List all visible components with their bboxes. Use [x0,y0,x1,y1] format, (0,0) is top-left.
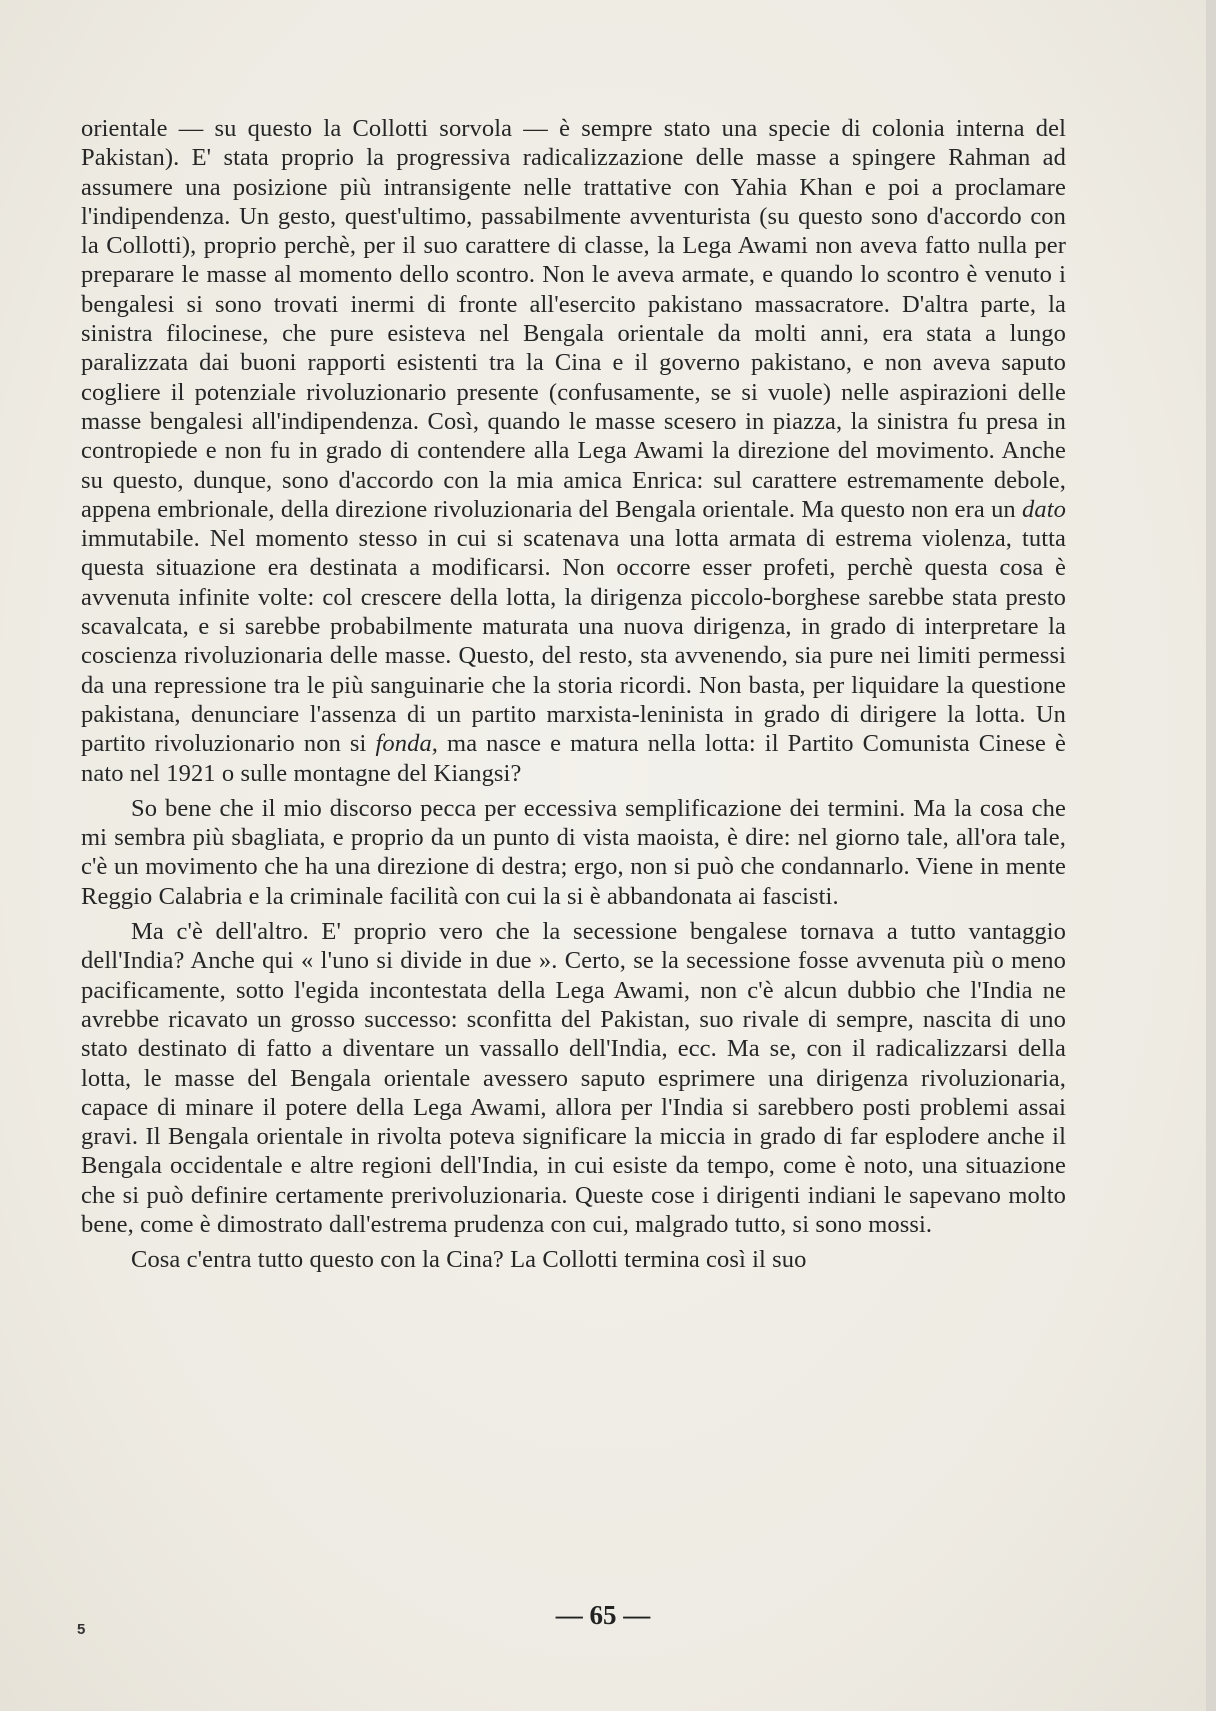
text-run: Ma c'è dell'altro. E' proprio vero che la secessione bengalese tornava a tutto vantaggio dell'India? Anche qui « l'uno si divide in due ». Certo, se la secessione fosse avvenuta più o meno pacificamente, sotto l'egida incontestata della Lega Awami, non c'è alcun dubbio che l'India ne avrebbe ricavato un grosso successo: sconfitta del Pakistan, suo rivale di sempre, nascita di uno stato destinato di fatto a diventare un vassallo dell'India, ecc. Ma se, con il radicalizzarsi della lotta, le masse del Bengala orientale avessero saputo esprimere una dirigenza rivoluzionaria, capace di minare il potere della Lega Awami, allora per l'India si sarebbero posti problemi assai gravi. Il Bengala orientale in rivolta poteva significare la miccia in grado di far esplodere anche il Bengala occidentale e altre regioni dell'India, in cui esiste da tempo, come è noto, una situazione che si può definire certamente prerivoluzionaria. Queste cose i dirigenti indiani le sapevano molto bene, come è dimostrato dall'estrema prudenza con cui, malgrado tutto, si sono mossi. [81,918,1066,1238]
page-number: — 65 — [555,1600,651,1630]
italic-text: fonda, [375,730,439,758]
text-run: ma nasce e matura nella lotta: il Partito Comunista Cinese è nato nel 1921 o sulle montagne del Kiangsi? [81,730,1067,787]
paragraph [81,794,1066,911]
paragraph [81,114,1066,788]
italic-text: dato [1022,495,1066,523]
text-run: immutabile. Nel momento stesso in cui si scatenava una lotta armata di estrema violenza, tutta questa situazione era destinata a modificarsi. Non occorre esser profeti, perchè questa cosa è avvenuta infinite volte: col crescere della lotta, la dirigenza piccolo-borghese sarebbe stata presto scavalcata, e si sarebbe probabilmente maturata una nuova dirigenza, in grado di interpretare la coscienza rivoluzionaria delle masse. Questo, del resto, sta avvenendo, sia pure nei limiti permessi da una repressione tra le più sanguinarie che la storia ricordi. Non basta, per liquidare la questione pakistana, denunciare l'assenza di un partito marxista-leninista in grado di dirigere la lotta. Un partito rivoluzionario non si [81,525,1066,758]
paragraph [81,917,1066,1239]
signature-mark: 5 [77,1621,86,1638]
text-run: So bene che il mio discorso pecca per eccessiva semplificazione dei termini. Ma la cosa che mi sembra più sbagliata, e proprio da un punto di vista maoista, è dire: nel giorno tale, all'ora tale, c'è un movimento che ha una direzione di destra; ergo, non si può che condannarlo. Viene in mente Reggio Calabria e la criminale facilità con cui la si è abbandonata ai fascisti. [81,794,1066,910]
text-run: orientale — su questo la Collotti sorvola — è sempre stato una specie di colonia interna del Pakistan). E' stata proprio la progressiva radicalizzazione delle masse a spingere Rahman ad assumere una posizione più intransigente nelle trattative con Yahia Khan e poi a proclamare l'indipendenza. Un gesto, quest'ultimo, passabilmente avventurista (su questo sono d'accordo con la Collotti), proprio perchè, per il suo carattere di classe, la Lega Awami non aveva fatto nulla per preparare le masse al momento dello scontro. Non le aveva armate, e quando lo scontro è venuto i bengalesi si sono trovati inermi di fronte all'esercito pakistano massacratore. D'altra parte, la sinistra filocinese, che pure esisteva nel Bengala orientale da molti anni, era stata a lungo paralizzata dai buoni rapporti esistenti tra la Cina e il governo pakistano, e non aveva saputo cogliere il potenziale rivoluzionario presente (confusamente, se si vuole) nelle aspirazioni delle masse bengalesi all'indipendenza. Così, quando le masse scesero in piazza, la sinistra fu presa in contropiede e non fu in grado di contendere alla Lega Awami la direzione del movimento. Anche su questo, dunque, sono d'accordo con la mia amica Enrica: sul carattere estremamente debole, appena embrionale, della direzione rivoluzionaria del Bengala orientale. Ma questo non era un [81,115,1066,523]
paragraph [81,1245,1066,1274]
body-text [81,114,1066,1275]
text-run: Cosa c'entra tutto questo con la Cina? La Collotti termina così il suo [131,1246,807,1274]
